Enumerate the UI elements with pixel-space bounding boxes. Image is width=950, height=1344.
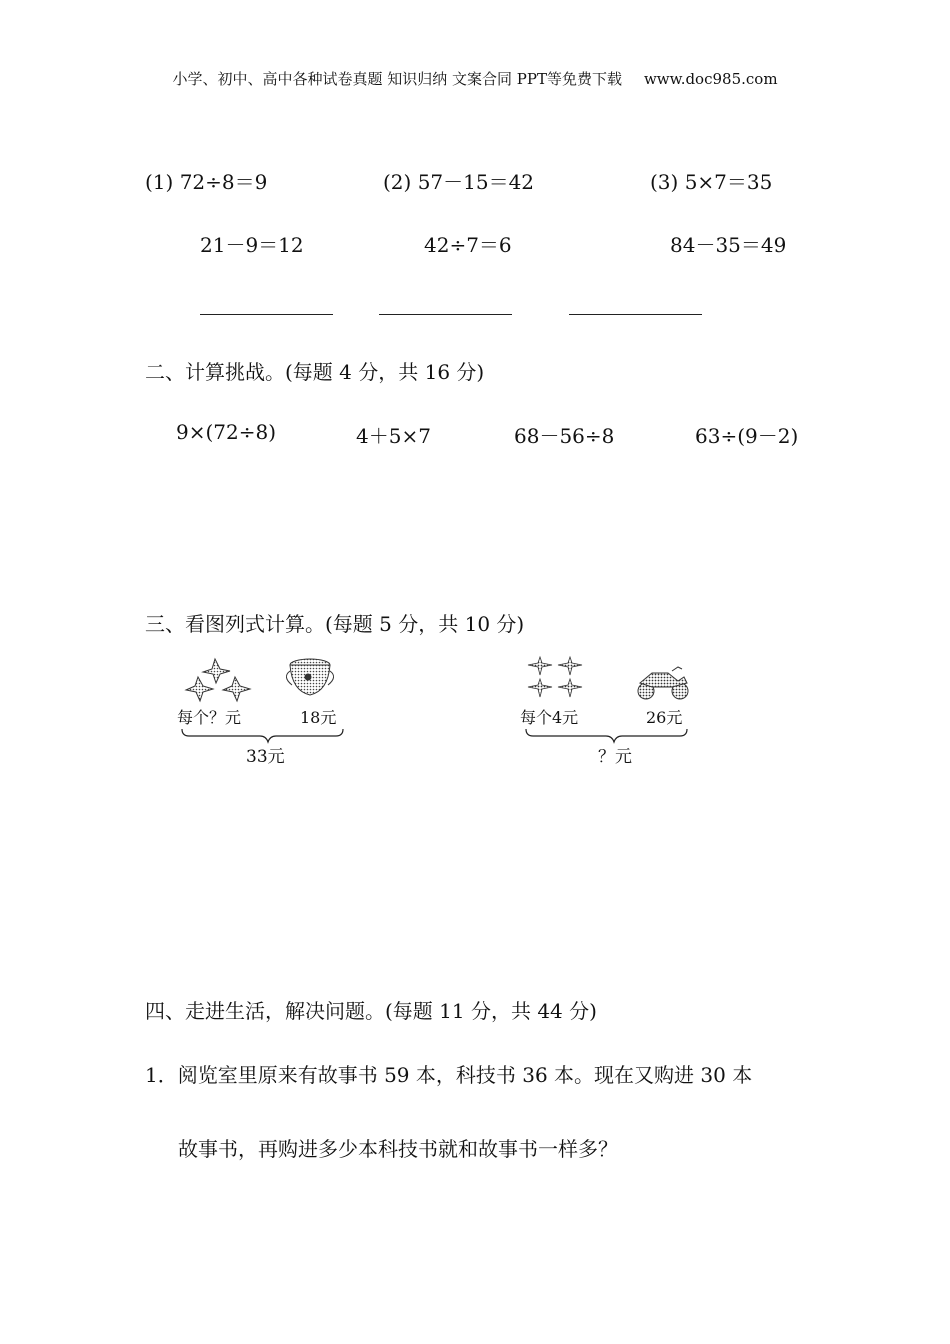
picture-problem-1 xyxy=(177,655,355,767)
section-2-title: 二、计算挑战。(每题 4 分，共 16 分) xyxy=(145,360,485,384)
equation-3a: (3) 5×7＝35 xyxy=(650,170,773,194)
toy-planes-illustration xyxy=(180,655,355,705)
pic1-total: 33元 xyxy=(246,747,285,767)
toys-illustration xyxy=(522,655,697,705)
plane-icon xyxy=(203,659,230,683)
expression-3: 68－56÷8 xyxy=(514,424,615,448)
header-site: www.doc985.com xyxy=(643,70,778,88)
page-header xyxy=(0,68,950,89)
question-1-line-1: 1．阅览室里原来有故事书 59 本，科技书 36 本。现在又购进 30 本 xyxy=(145,1063,753,1087)
header-text: 小学、初中、高中各种试卷真题 知识归纳 文案合同 PPT等免费下载 xyxy=(172,70,622,88)
equation-1a: (1) 72÷8＝9 xyxy=(145,170,268,194)
expression-1: 9×(72÷8) xyxy=(176,420,277,444)
expression-2: 4＋5×7 xyxy=(356,424,431,448)
motorcycle-icon xyxy=(638,667,688,699)
pic2-left-label: 每个4元 xyxy=(520,708,579,727)
expression-4: 63÷(9－2) xyxy=(695,424,799,448)
answer-blank-1[interactable] xyxy=(200,314,333,315)
plane-icon xyxy=(186,677,213,701)
equation-3b: 84－35＝49 xyxy=(670,233,787,257)
pic1-left-label: 每个？元 xyxy=(177,708,242,727)
equation-2b: 42÷7＝6 xyxy=(424,233,512,257)
plane-icon xyxy=(528,657,582,697)
question-1-line-2: 故事书，再购进多少本科技书就和故事书一样多？ xyxy=(178,1137,618,1161)
pic2-right-label: 26元 xyxy=(646,708,683,727)
pic1-right-label: 18元 xyxy=(300,708,337,727)
teapot-icon xyxy=(286,659,333,695)
equation-2a: (2) 57－15＝42 xyxy=(383,170,535,194)
answer-blank-2[interactable] xyxy=(379,314,512,315)
answer-blank-3[interactable] xyxy=(569,314,702,315)
section-3-title: 三、看图列式计算。(每题 5 分，共 10 分) xyxy=(145,612,525,636)
equation-1b: 21－9＝12 xyxy=(200,233,304,257)
pic2-total: ？元 xyxy=(598,747,632,767)
section-4-title: 四、走进生活，解决问题。(每题 11 分，共 44 分) xyxy=(145,999,597,1023)
plane-icon xyxy=(223,677,250,701)
picture-problem-2 xyxy=(522,655,697,765)
